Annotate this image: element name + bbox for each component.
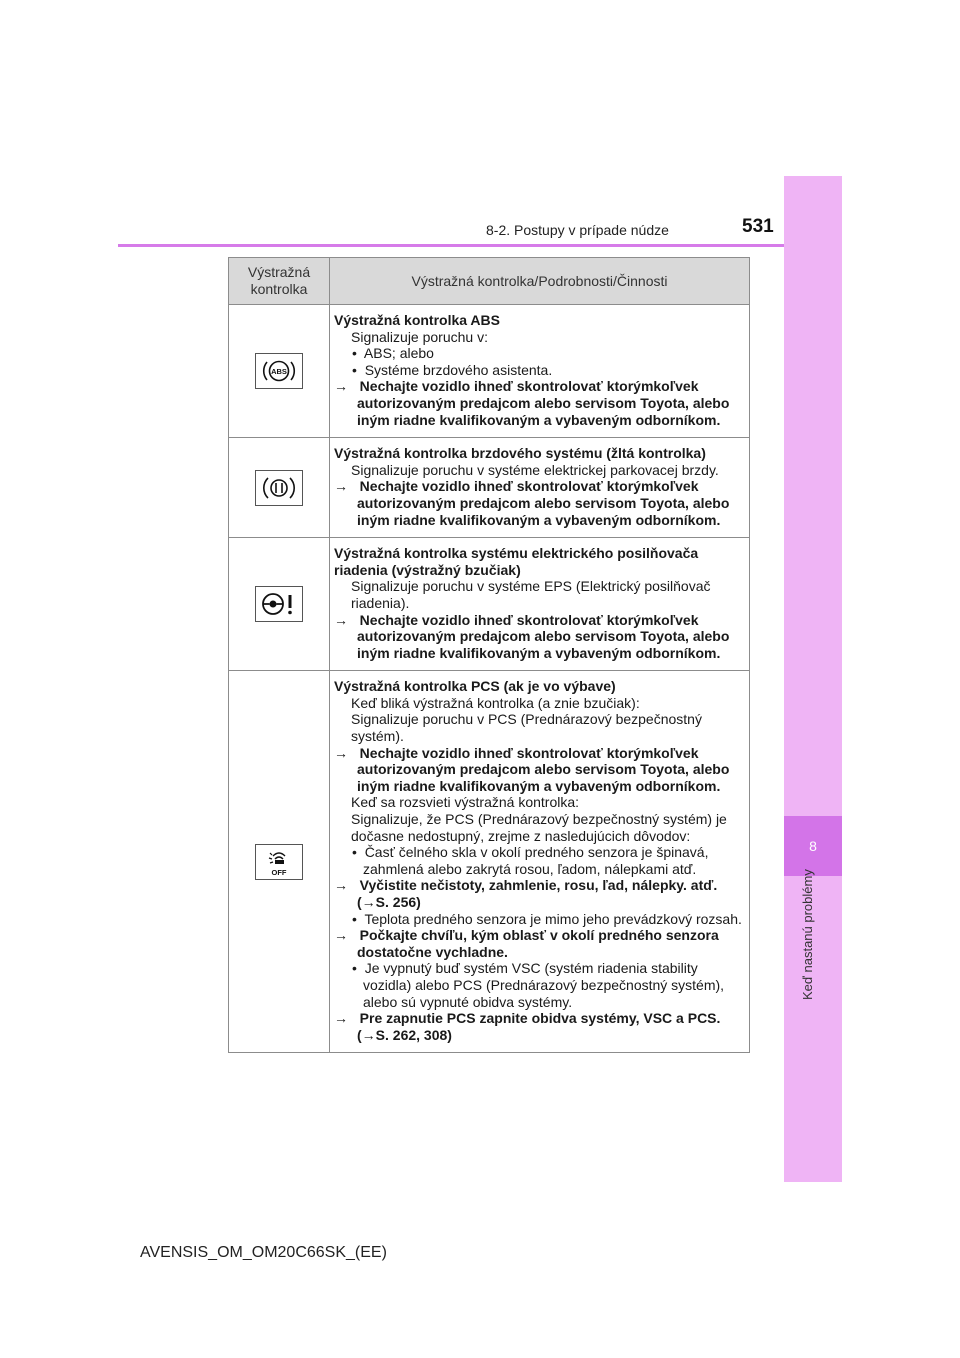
row-title: Výstražná kontrolka systému elektrického posilňovača riadenia (výstražný bzučiak): [334, 545, 699, 578]
abs-warning-icon: [255, 353, 303, 389]
list-item: • ABS; alebo: [352, 345, 434, 362]
page-number: 531: [742, 216, 774, 237]
row-action: → Nechajte vozidlo ihneď skontrolovať ktorýmkoľvek autorizovaným predajcom alebo servisom Toyota, alebo iným riadne kvalifikovaným a vybaveným odborníkom.: [334, 611, 730, 661]
list-item: • Časť čelného skla v okolí predného senzora je špinavá, zahmlená alebo zakrytá rosou, ľadom, nálepkami atď.: [352, 844, 709, 877]
pcs-off-warning-icon: [255, 844, 303, 880]
row-action: → Vyčistite nečistoty, zahmlenie, rosu, ľad, nálepky. atď. (→S. 256): [334, 877, 718, 910]
warning-light-table: [228, 257, 750, 1053]
eps-warning-icon: [255, 586, 303, 622]
row-intro: Signalizuje poruchu v systéme elektrickej parkovacej brzdy.: [351, 461, 719, 478]
chapter-tab[interactable]: [784, 816, 842, 876]
list-item: • Teplota predného senzora je mimo jeho prevádzkový rozsah.: [352, 910, 742, 927]
brake-system-warning-icon: [255, 470, 303, 506]
table-row: [229, 438, 750, 538]
table-row: [229, 305, 750, 438]
col-header-warning-light: Výstražná kontrolka: [229, 258, 330, 305]
row-action: → Počkajte chvíľu, kým oblasť v okolí predného senzora dostatočne vychladne.: [334, 927, 719, 960]
table-row: [229, 671, 750, 1053]
row-text: Keď sa rozsvieti výstražná kontrolka:: [351, 794, 580, 811]
list-item: • Systéme brzdového asistenta.: [352, 361, 553, 378]
table-header-row: [229, 258, 750, 305]
section-title: 8-2. Postupy v prípade núdze: [486, 222, 669, 238]
row-title: Výstražná kontrolka ABS: [334, 312, 500, 328]
row-title: Výstražná kontrolka brzdového systému (žltá kontrolka): [334, 445, 706, 462]
header-rule: [118, 244, 784, 247]
row-title: Výstražná kontrolka PCS (ak je vo výbave): [334, 678, 616, 695]
chapter-number: 8: [809, 838, 817, 854]
row-intro: Signalizuje poruchu v systéme EPS (Elektrický posilňovač riadenia).: [351, 578, 711, 611]
svg-text:ABS: ABS: [271, 367, 287, 377]
list-item: • Je vypnutý buď systém VSC (systém riadenia stability vozidla) alebo PCS (Prednárazový bezpečnostný systém), alebo sú vypnuté obidva systémy.: [352, 960, 725, 1010]
col-header-details: Výstražná kontrolka/Podrobnosti/Činnosti: [330, 258, 750, 305]
row-text: Signalizuje, že PCS (Prednárazový bezpečnostný systém) je dočasne nedostupný, zrejme z nasledujúcich dôvodov:: [351, 811, 727, 844]
row-action: → Nechajte vozidlo ihneď skontrolovať ktorýmkoľvek autorizovaným predajcom alebo servisom Toyota, alebo iným riadne kvalifikovaným a vybaveným odborníkom.: [334, 744, 730, 794]
row-text: Signalizuje poruchu v PCS (Prednárazový bezpečnostný systém).: [351, 711, 702, 745]
row-action: → Nechajte vozidlo ihneď skontrolovať ktorýmkoľvek autorizovaným predajcom alebo servisom Toyota, alebo iným riadne kvalifikovaným a vybaveným odborníkom.: [334, 478, 730, 528]
row-action: → Nechajte vozidlo ihneď skontrolovať ktorýmkoľvek autorizovaným predajcom alebo servisom Toyota, alebo iným riadne kvalifikovaným a vybaveným odborníkom.: [334, 378, 730, 428]
pcs-off-label: OFF: [271, 867, 287, 877]
row-intro: Signalizuje poruchu v:: [351, 328, 488, 345]
chapter-sidebar: [784, 176, 842, 1182]
table-row: [229, 538, 750, 671]
chapter-title: Keď nastanú problémy: [800, 869, 815, 1000]
row-action: → Pre zapnutie PCS zapnite obidva systémy, VSC a PCS. (→S. 262, 308): [334, 1010, 721, 1043]
document-code: AVENSIS_OM_OM20C66SK_(EE): [140, 1244, 387, 1261]
row-text: Keď bliká výstražná kontrolka (a znie bzučiak):: [351, 694, 640, 711]
